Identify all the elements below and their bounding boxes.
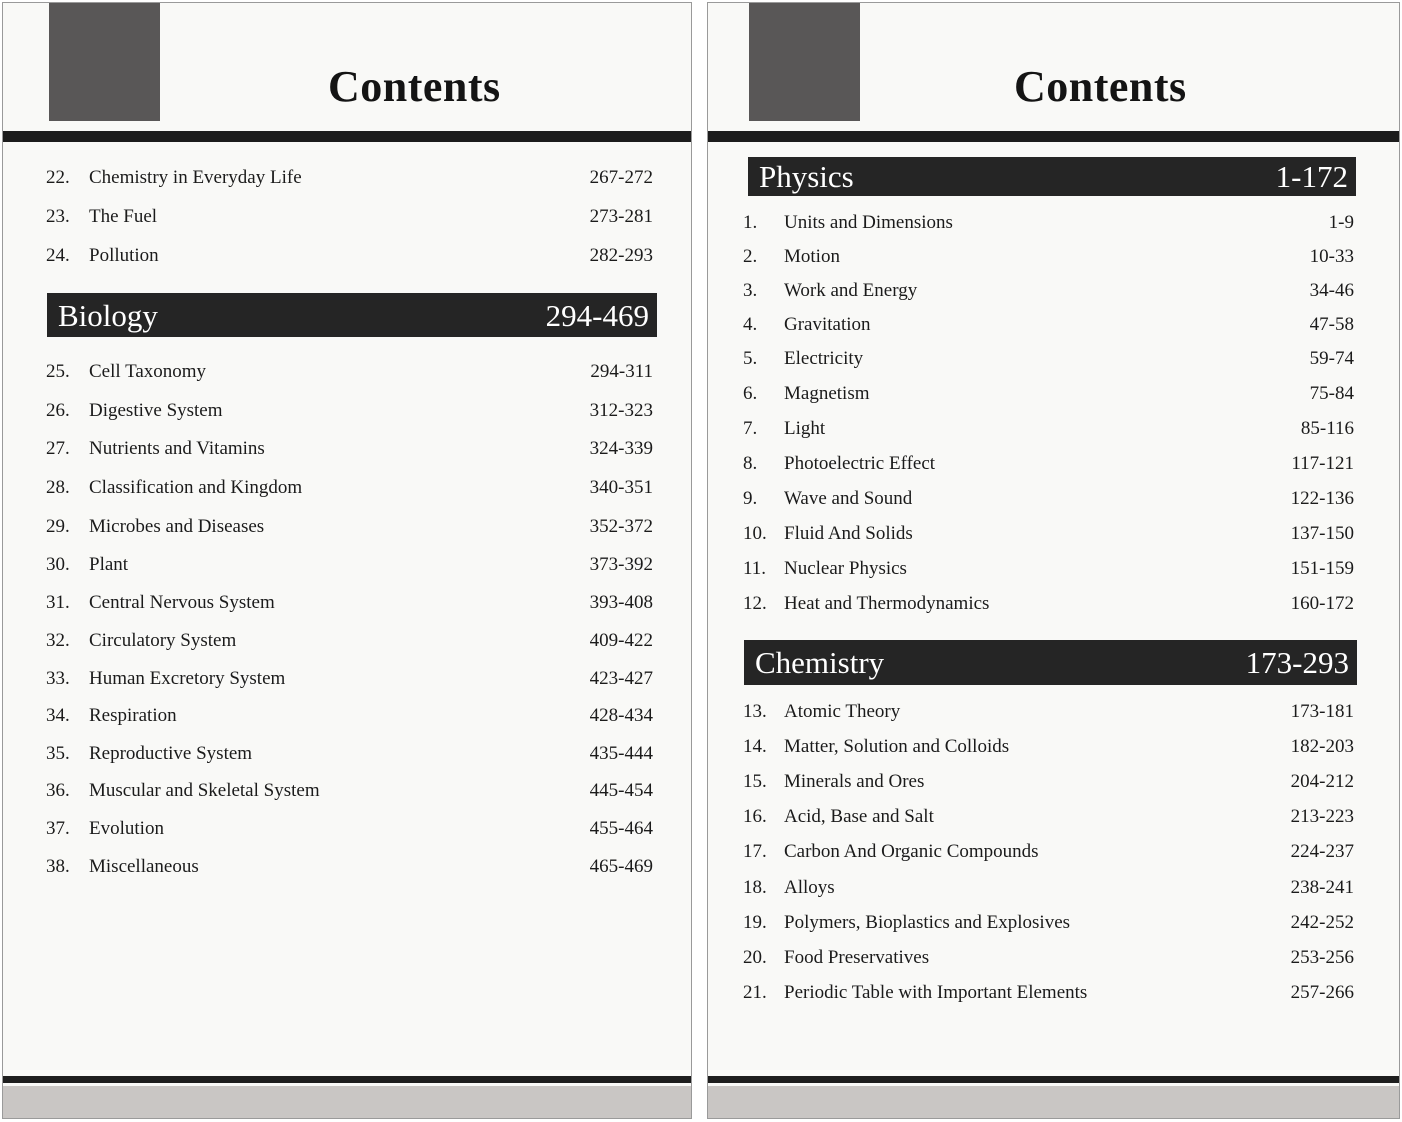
chapter-page-range: 117-121: [1291, 453, 1354, 474]
chapter-title: Light: [784, 418, 826, 439]
chapter-title: Chemistry in Everyday Life: [89, 167, 302, 188]
section-page-range: 173-293: [1245, 645, 1349, 680]
chapter-number: 9.: [743, 488, 758, 509]
chapter-page-range: 160-172: [1290, 593, 1354, 614]
chapter-page-range: 435-444: [589, 743, 653, 764]
chapter-title: Human Excretory System: [89, 668, 286, 689]
chapter-number: 28.: [46, 477, 70, 498]
toc-entry: [743, 210, 1354, 236]
chapter-page-range: 1-9: [1328, 212, 1354, 233]
toc-entry: [743, 945, 1354, 971]
chapter-page-range: 34-46: [1309, 280, 1354, 301]
chapter-number: 32.: [46, 630, 70, 651]
section-header: [748, 157, 1356, 196]
chapter-page-range: 204-212: [1290, 771, 1354, 792]
toc-entry: [46, 816, 653, 842]
toc-entry: [743, 804, 1354, 830]
toc-entry: [743, 451, 1354, 477]
chapter-title: Matter, Solution and Colloids: [784, 736, 1010, 757]
toc-entry: [46, 741, 653, 767]
chapter-number: 29.: [46, 516, 70, 537]
chapter-number: 7.: [743, 418, 758, 439]
chapter-title: Plant: [89, 554, 129, 575]
chapter-number: 2.: [743, 246, 758, 267]
chapter-page-range: 455-464: [589, 818, 653, 839]
toc-entry: [743, 769, 1354, 795]
toc-entry: [46, 436, 653, 462]
chapter-number: 19.: [743, 912, 767, 933]
chapter-title: Classification and Kingdom: [89, 477, 303, 498]
chapter-title: Atomic Theory: [784, 701, 901, 722]
chapter-page-range: 352-372: [589, 516, 653, 537]
chapter-number: 20.: [743, 947, 767, 968]
footer-rule: [708, 1076, 1399, 1083]
section-page-range: 294-469: [545, 297, 649, 333]
chapter-number: 34.: [46, 705, 70, 726]
section-name: Chemistry: [755, 645, 885, 680]
chapter-number: 25.: [46, 361, 70, 382]
chapter-page-range: 238-241: [1290, 877, 1354, 898]
chapter-page-range: 428-434: [589, 705, 653, 726]
toc-entry: [743, 486, 1354, 512]
chapter-page-range: 373-392: [589, 554, 653, 575]
chapter-page-range: 267-272: [589, 167, 653, 188]
toc-entry: [743, 591, 1354, 617]
chapter-number: 22.: [46, 167, 70, 188]
chapter-number: 11.: [743, 558, 767, 579]
toc-entry: [46, 628, 653, 654]
toc-entry: [46, 165, 653, 191]
toc-entry: [46, 854, 653, 880]
chapter-page-range: 182-203: [1290, 736, 1354, 757]
section-header: [47, 293, 657, 337]
chapter-number: 6.: [743, 383, 758, 404]
toc-entry: [743, 734, 1354, 760]
toc-entry: [743, 381, 1354, 407]
chapter-number: 4.: [743, 314, 758, 335]
chapter-title: Microbes and Diseases: [89, 516, 265, 537]
footer-rule: [3, 1076, 691, 1083]
chapter-title: Central Nervous System: [89, 592, 275, 613]
chapter-page-range: 242-252: [1290, 912, 1354, 933]
chapter-number: 21.: [743, 982, 767, 1003]
page-title: Contents: [328, 62, 501, 111]
toc-entry: [46, 204, 653, 230]
chapter-page-range: 213-223: [1290, 806, 1354, 827]
chapter-page-range: 75-84: [1309, 383, 1354, 404]
chapter-page-range: 122-136: [1290, 488, 1354, 509]
toc-entry: [46, 778, 653, 804]
chapter-number: 5.: [743, 348, 758, 369]
toc-entry: [743, 521, 1354, 547]
chapter-title: Minerals and Ores: [784, 771, 925, 792]
chapter-number: 30.: [46, 554, 70, 575]
contents-page-left: [2, 2, 692, 1119]
header-rule: [3, 131, 691, 142]
chapter-page-range: 282-293: [589, 245, 653, 266]
toc-entry: [743, 839, 1354, 865]
chapter-title: Polymers, Bioplastics and Explosives: [784, 912, 1071, 933]
chapter-page-range: 10-33: [1309, 246, 1354, 267]
chapter-title: Units and Dimensions: [784, 212, 953, 233]
toc-entry: [743, 346, 1354, 372]
toc-entry: [743, 244, 1354, 270]
chapter-page-range: 324-339: [589, 438, 653, 459]
header-rule: [708, 131, 1399, 142]
chapter-number: 14.: [743, 736, 767, 757]
chapter-number: 37.: [46, 818, 70, 839]
chapter-page-range: 47-58: [1309, 314, 1354, 335]
chapter-title: Fluid And Solids: [784, 523, 913, 544]
chapter-page-range: 173-181: [1290, 701, 1354, 722]
chapter-title: Food Preservatives: [784, 947, 930, 968]
toc-entry: [46, 243, 653, 269]
chapter-title: Muscular and Skeletal System: [89, 780, 320, 801]
toc-entry: [743, 699, 1354, 725]
toc-entry: [743, 416, 1354, 442]
section-page-range: 1-172: [1275, 159, 1348, 194]
chapter-title: Heat and Thermodynamics: [784, 593, 990, 614]
chapter-title: Motion: [784, 246, 840, 267]
chapter-page-range: 312-323: [589, 400, 653, 421]
toc-entry: [46, 514, 653, 540]
chapter-number: 13.: [743, 701, 767, 722]
page-title: Contents: [1014, 62, 1187, 111]
chapter-title: Miscellaneous: [89, 856, 199, 877]
chapter-page-range: 253-256: [1290, 947, 1354, 968]
toc-entry: [46, 666, 653, 692]
toc-entry: [743, 556, 1354, 582]
chapter-number: 17.: [743, 841, 767, 862]
chapter-title: Acid, Base and Salt: [784, 806, 934, 827]
chapter-page-range: 137-150: [1290, 523, 1354, 544]
chapter-title: Electricity: [784, 348, 864, 369]
chapter-title: Photoelectric Effect: [784, 453, 936, 474]
chapter-title: Work and Energy: [784, 280, 918, 301]
chapter-number: 35.: [46, 743, 70, 764]
chapter-page-range: 151-159: [1290, 558, 1354, 579]
section-header: [744, 640, 1357, 685]
contents-page-right: [707, 2, 1400, 1119]
chapter-title: Alloys: [784, 877, 835, 898]
footer-band: [708, 1086, 1399, 1118]
chapter-title: Nuclear Physics: [784, 558, 907, 579]
footer-band: [3, 1086, 691, 1118]
chapter-page-range: 294-311: [590, 361, 653, 382]
chapter-page-range: 340-351: [589, 477, 653, 498]
toc-entry: [743, 312, 1354, 338]
chapter-title: Pollution: [89, 245, 159, 266]
section-name: Physics: [759, 159, 854, 194]
chapter-title: Periodic Table with Important Elements: [784, 982, 1088, 1003]
chapter-title: Evolution: [89, 818, 164, 839]
chapter-number: 23.: [46, 206, 70, 227]
chapter-page-range: 85-116: [1300, 418, 1354, 439]
chapter-number: 18.: [743, 877, 767, 898]
chapter-title: Respiration: [89, 705, 177, 726]
chapter-title: Reproductive System: [89, 743, 253, 764]
toc-entry: [743, 278, 1354, 304]
chapter-number: 36.: [46, 780, 70, 801]
chapter-number: 3.: [743, 280, 758, 301]
chapter-title: Cell Taxonomy: [89, 361, 207, 382]
chapter-number: 1.: [743, 212, 758, 233]
chapter-title: The Fuel: [89, 206, 158, 227]
chapter-title: Wave and Sound: [784, 488, 913, 509]
chapter-number: 12.: [743, 593, 767, 614]
chapter-number: 10.: [743, 523, 767, 544]
chapter-number: 15.: [743, 771, 767, 792]
toc-entry: [46, 475, 653, 501]
chapter-title: Magnetism: [784, 383, 870, 404]
toc-entry: [46, 398, 653, 424]
chapter-page-range: 423-427: [589, 668, 653, 689]
section-name: Biology: [58, 297, 158, 333]
toc-entry: [46, 359, 653, 385]
chapter-title: Carbon And Organic Compounds: [784, 841, 1039, 862]
chapter-page-range: 445-454: [589, 780, 653, 801]
chapter-page-range: 393-408: [589, 592, 653, 613]
chapter-page-range: 257-266: [1290, 982, 1354, 1003]
chapter-title: Nutrients and Vitamins: [89, 438, 265, 459]
chapter-page-range: 224-237: [1290, 841, 1354, 862]
chapter-number: 31.: [46, 592, 70, 613]
chapter-title: Gravitation: [784, 314, 871, 335]
chapter-number: 16.: [743, 806, 767, 827]
chapter-page-range: 59-74: [1309, 348, 1354, 369]
chapter-number: 26.: [46, 400, 70, 421]
chapter-number: 33.: [46, 668, 70, 689]
corner-block: [749, 3, 860, 121]
chapter-title: Circulatory System: [89, 630, 237, 651]
toc-entry: [743, 980, 1354, 1006]
corner-block: [49, 3, 160, 121]
toc-entry: [46, 590, 653, 616]
chapter-page-range: 409-422: [589, 630, 653, 651]
chapter-number: 27.: [46, 438, 70, 459]
toc-entry: [46, 703, 653, 729]
chapter-number: 24.: [46, 245, 70, 266]
chapter-page-range: 273-281: [589, 206, 653, 227]
toc-entry: [743, 875, 1354, 901]
chapter-number: 38.: [46, 856, 70, 877]
chapter-number: 8.: [743, 453, 758, 474]
chapter-page-range: 465-469: [589, 856, 653, 877]
toc-entry: [46, 552, 653, 578]
chapter-title: Digestive System: [89, 400, 223, 421]
toc-entry: [743, 910, 1354, 936]
